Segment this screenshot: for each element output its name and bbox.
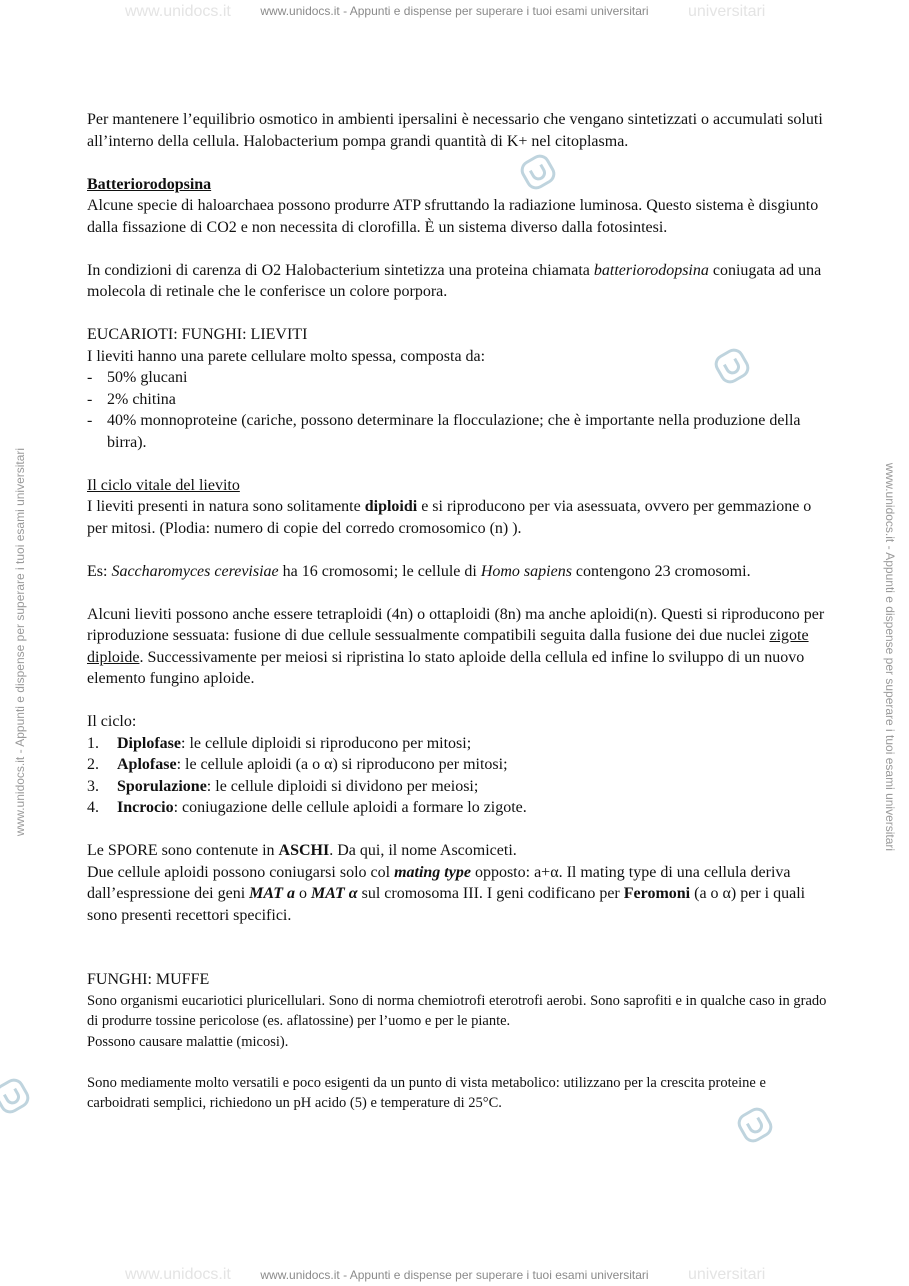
paragraph-batterio-2: In condizioni di carenza di O2 Halobacterium sintetizza una proteina chiamata batteriorodopsina coniugata ad una molecola di retinale che le conferisce un colore porpora. — [87, 261, 822, 300]
term-batteriorodopsina: batteriorodopsina — [593, 261, 709, 279]
paragraph-ciclo-1: I lieviti presenti in natura sono solitamente diploidi e si riproducono per via asessuata, ovvero per gemmazione o per mitosi. (Plodia: numero di copie del corredo cromosomico (n) ). — [87, 498, 812, 537]
list-item: 4. Incrocio: coniugazione delle cellule aploidi a formare lo zigote. — [87, 799, 527, 816]
cell-wall-list — [87, 367, 827, 453]
ciclo-intro: Il ciclo: — [87, 713, 137, 730]
heading-ciclo-vitale: Il ciclo vitale del lievito — [87, 476, 240, 494]
list-item: 1. Diplofase: le cellule diploidi si riproducono per mitosi; — [87, 734, 472, 752]
paragraph-spore-1: Le SPORE sono contenute in ASCHI. Da qui, il nome Ascomiceti. — [87, 842, 517, 859]
heading-batteriorodopsina: Batteriorodopsina — [87, 175, 212, 193]
ciclo-steps-list — [87, 733, 827, 819]
list-item: 2. Aplofase: le cellule aploidi (a o α) si riproducono per mitosi; — [87, 756, 508, 773]
header-watermark: www.unidocs.it - Appunti e dispense per superare i tuoi esami universitari — [260, 4, 649, 18]
paragraph-muffe-3: Sono mediamente molto versatili e poco esigenti da un punto di vista metabolico: utilizzano per la crescita proteine e carboidrati semplici, richiedono un pH acido (5) e temperature di 25°C. — [87, 1074, 766, 1111]
unidocs-logo-icon — [0, 1076, 32, 1116]
paragraph-batterio-1: Alcune specie di haloarchaea possono produrre ATP sfruttando la radiazione luminosa. Questo sistema è disgiunto dalla fissazione di CO2 e non necessita di clorofilla. È un sistema diverso dalla fotosintesi. — [87, 197, 819, 236]
heading-eucarioti: EUCARIOTI: FUNGHI: LIEVITI — [87, 326, 308, 343]
list-item: - 40% monnoproteine (cariche, possono determinare la flocculazione; che è importante nella produzione della birra). — [87, 410, 827, 453]
paragraph-eucarioti-intro: I lieviti hanno una parete cellulare molto spessa, composta da: — [87, 347, 486, 365]
list-item: - 50% glucani — [87, 367, 827, 389]
document-body — [87, 109, 827, 1114]
list-item: 3. Sporulazione: le cellule diploidi si dividono per meiosi; — [87, 777, 479, 795]
side-watermark-right: www.unidocs.it - Appunti e dispense per superare i tuoi esami universitari — [883, 462, 897, 852]
ghost-watermark-right: universitari — [688, 3, 766, 20]
paragraph-muffe-1: Sono organismi eucariotici pluricellulari. Sono di norma chemiotrofi eterotrofi aerobi. Sono saprofiti e in qualche caso in grado di produrre tossine pericolose (es. aflatossine) per l’uomo e per le piante. — [87, 992, 827, 1029]
paragraph-spore-2: Due cellule aploidi possono coniugarsi solo col mating type opposto: a+α. Il mating type di una cellula deriva dall’espressione dei geni MAT a o MAT α sul cromosoma III. I geni codificano per Feromoni (a o α) per i quali sono presenti recettori specifici. — [87, 863, 806, 924]
footer-watermark: www.unidocs.it - Appunti e dispense per superare i tuoi esami universitari — [260, 1268, 649, 1282]
ghost-watermark-bottom-right: universitari — [688, 1266, 766, 1283]
ghost-watermark-bottom-left: www.unidocs.it — [125, 1266, 231, 1283]
paragraph-ciclo-2: Es: Saccharomyces cerevisiae ha 16 cromosomi; le cellule di Homo sapiens contengono 23 cromosomi. — [87, 562, 751, 580]
side-watermark-left: www.unidocs.it - Appunti e dispense per superare i tuoi esami universitari — [13, 447, 27, 837]
list-item: - 2% chitina — [87, 389, 827, 411]
paragraph-muffe-2: Possono causare malattie (micosi). — [87, 1033, 289, 1050]
paragraph-osmotic: Per mantenere l’equilibrio osmotico in ambienti ipersalini è necessario che vengano sintetizzati o accumulati soluti all’interno della cellula. Halobacterium pompa grandi quantità di K+ nel citoplasma. — [87, 111, 823, 150]
paragraph-ciclo-3: Alcuni lieviti possono anche essere tetraploidi (4n) o ottaploidi (8n) ma anche aploidi(n). Questi si riproducono per riproduzione sessuata: fusione di due cellule sessualmente compatibili seguita dalla fusione dei due nuclei zigote diploide. Successivamente per meiosi si ripristina lo stato aploide della cellula ed infine lo sviluppo di un nuovo elemento fungino aploide. — [87, 605, 825, 687]
ghost-watermark-left: www.unidocs.it — [125, 3, 231, 20]
heading-muffe: FUNGHI: MUFFE — [87, 971, 210, 988]
